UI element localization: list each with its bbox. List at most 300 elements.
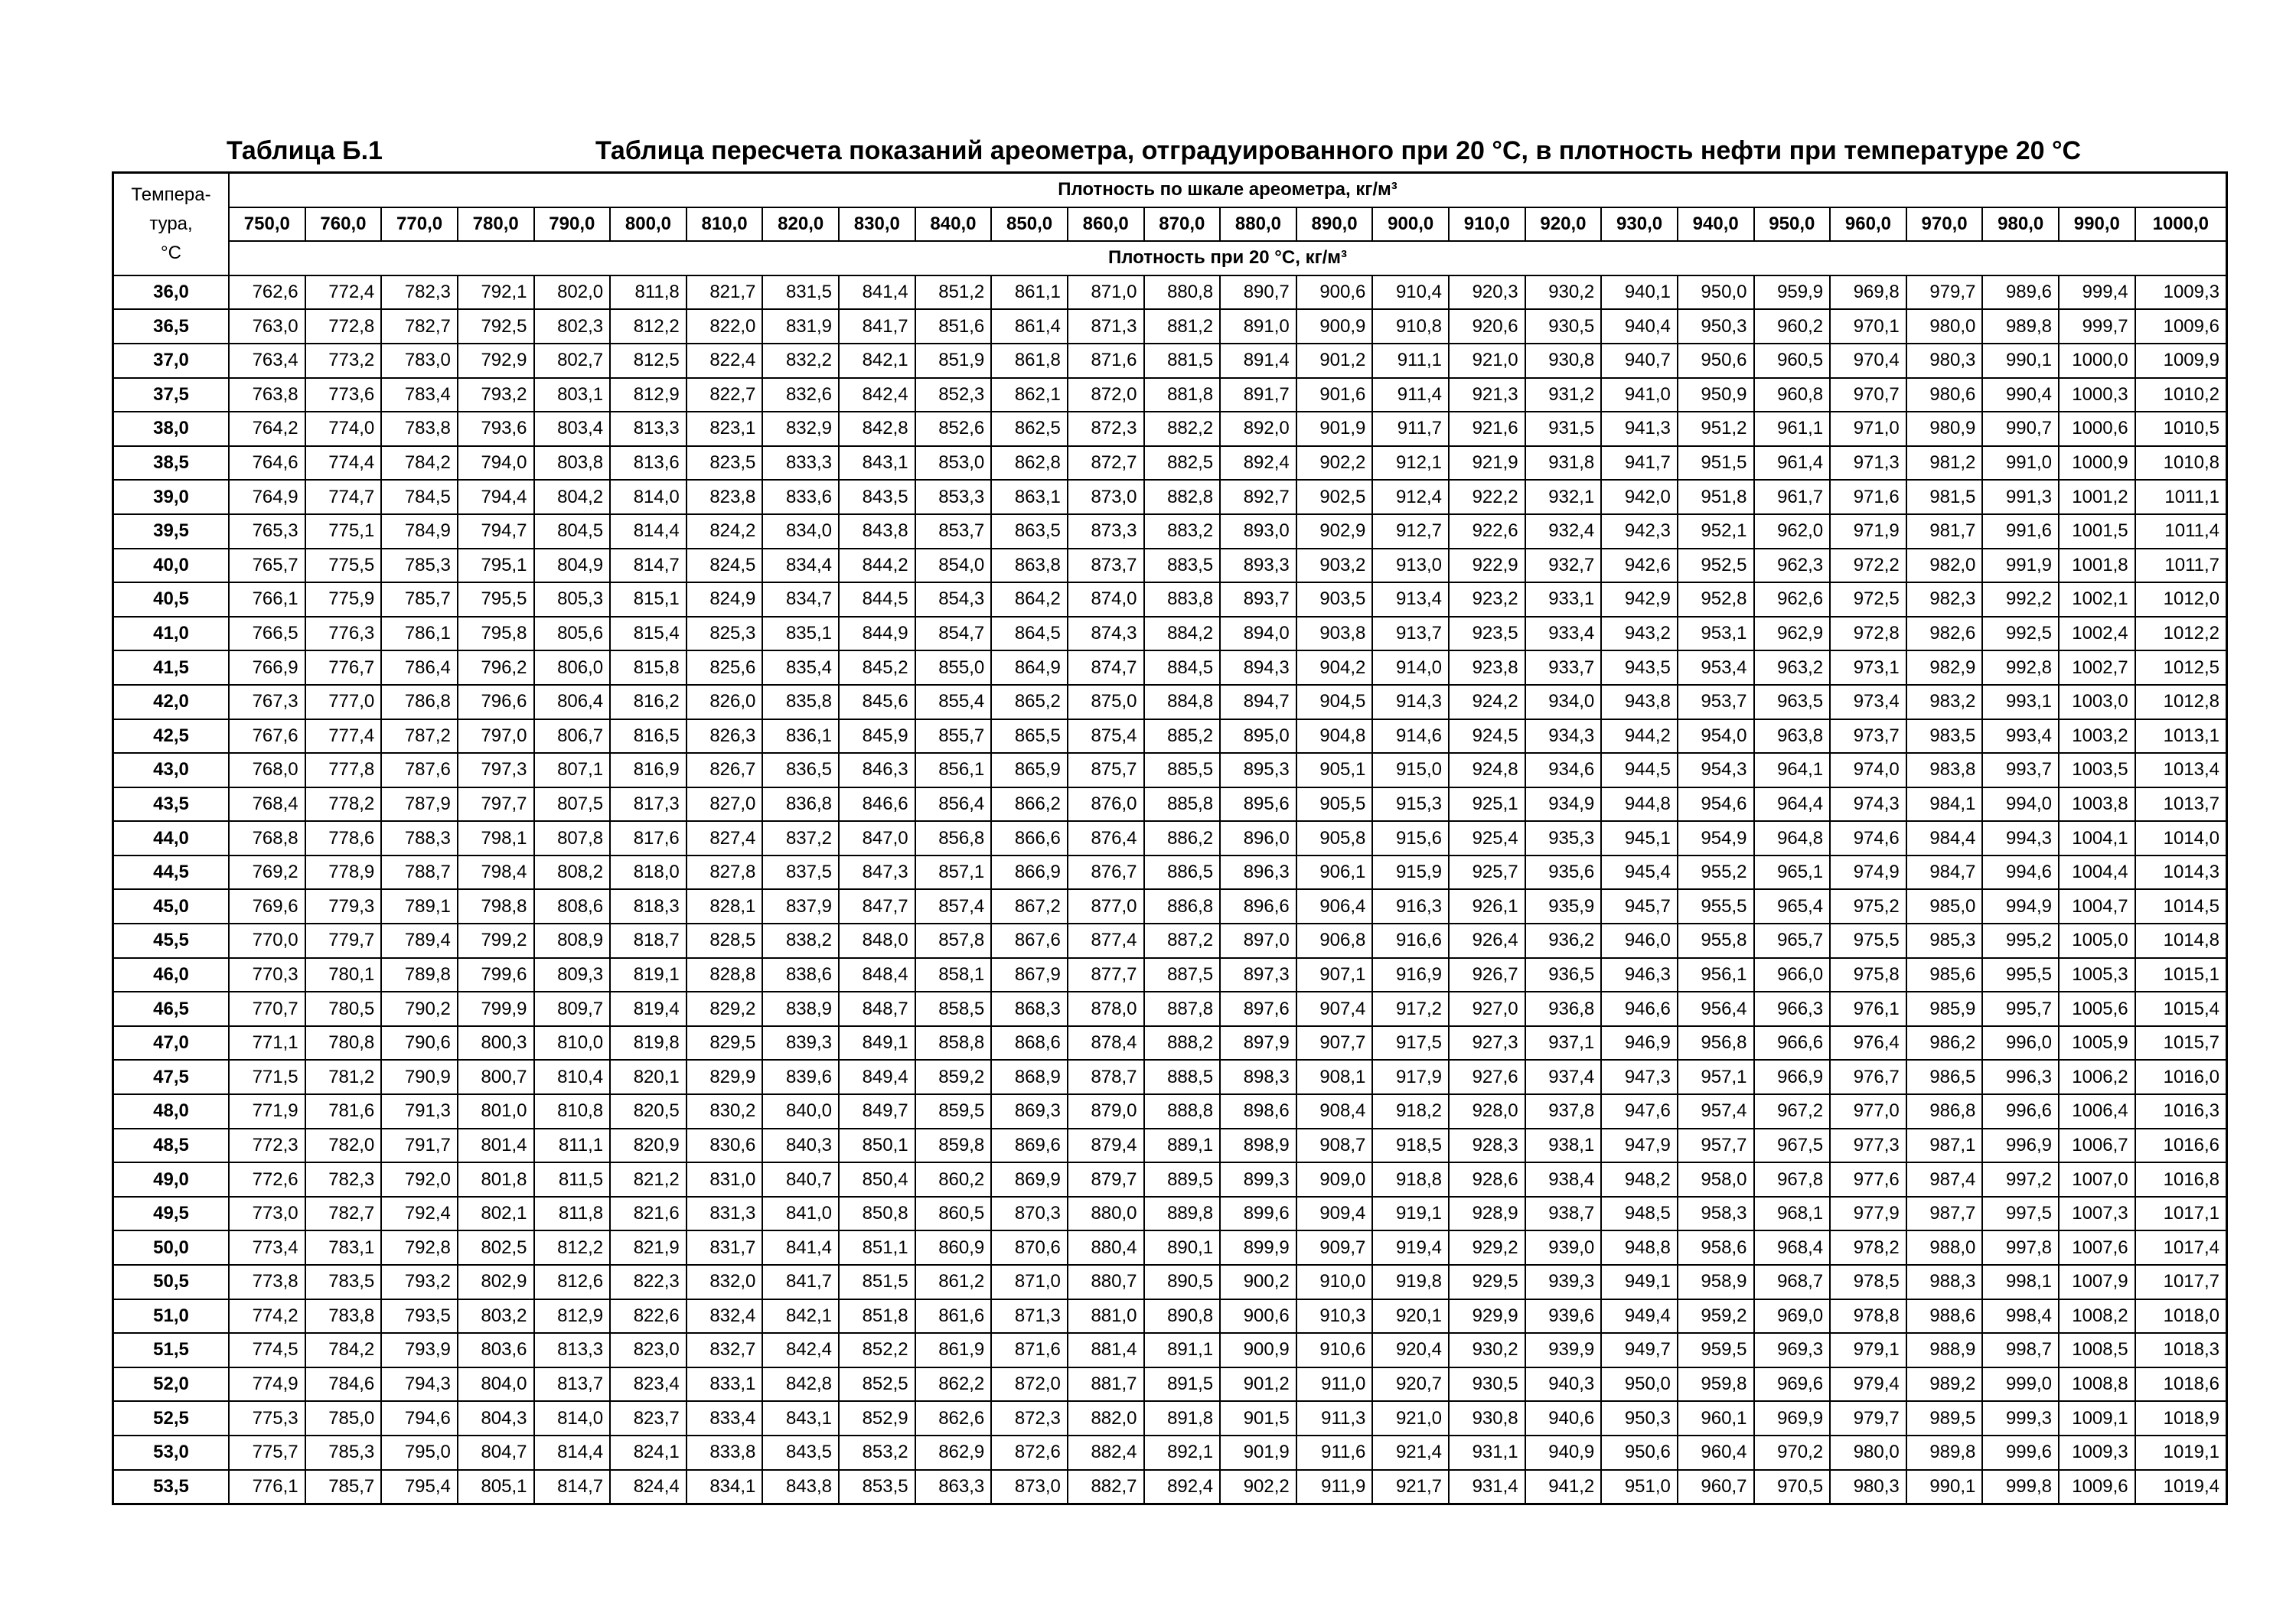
density-cell: 977,9 bbox=[1830, 1197, 1906, 1231]
density-cell: 837,5 bbox=[762, 855, 839, 890]
column-header: 980,0 bbox=[1982, 207, 2059, 242]
density-cell: 973,1 bbox=[1830, 650, 1906, 685]
density-cell: 832,7 bbox=[687, 1333, 763, 1367]
density-cell: 816,2 bbox=[610, 685, 687, 719]
density-cell: 879,4 bbox=[1068, 1129, 1144, 1163]
density-cell: 929,9 bbox=[1449, 1299, 1525, 1334]
density-cell: 969,3 bbox=[1754, 1333, 1831, 1367]
density-cell: 1004,7 bbox=[2059, 889, 2135, 924]
density-cell: 947,3 bbox=[1601, 1060, 1678, 1094]
density-cell: 862,9 bbox=[915, 1436, 992, 1470]
density-cell: 889,1 bbox=[1144, 1129, 1221, 1163]
table-row bbox=[113, 1333, 2227, 1367]
density-cell: 1017,1 bbox=[2135, 1197, 2227, 1231]
density-cell: 1000,9 bbox=[2059, 446, 2135, 481]
density-cell: 978,2 bbox=[1830, 1230, 1906, 1265]
density-cell: 987,1 bbox=[1906, 1129, 1983, 1163]
density-cell: 831,7 bbox=[687, 1230, 763, 1265]
density-cell: 818,7 bbox=[610, 924, 687, 958]
density-cell: 993,4 bbox=[1982, 719, 2059, 754]
temperature-header-line: °С bbox=[161, 242, 181, 263]
density-cell: 1015,1 bbox=[2135, 958, 2227, 992]
density-cell: 871,3 bbox=[991, 1299, 1068, 1334]
temperature-cell: 46,0 bbox=[113, 958, 230, 992]
density-cell: 900,9 bbox=[1220, 1333, 1296, 1367]
density-cell: 892,4 bbox=[1144, 1470, 1221, 1504]
density-cell: 822,3 bbox=[610, 1265, 687, 1299]
density-cell: 951,2 bbox=[1678, 412, 1754, 446]
density-cell: 833,4 bbox=[687, 1401, 763, 1436]
density-cell: 910,3 bbox=[1296, 1299, 1373, 1334]
density-cell: 957,1 bbox=[1678, 1060, 1754, 1094]
density-cell: 1003,5 bbox=[2059, 753, 2135, 787]
density-cell: 811,8 bbox=[610, 275, 687, 310]
density-cell: 782,7 bbox=[305, 1197, 382, 1231]
density-cell: 860,2 bbox=[915, 1162, 992, 1197]
density-cell: 961,7 bbox=[1754, 480, 1831, 514]
density-cell: 922,2 bbox=[1449, 480, 1525, 514]
temperature-cell: 37,0 bbox=[113, 344, 230, 378]
density-cell: 979,4 bbox=[1830, 1367, 1906, 1402]
density-cell: 938,4 bbox=[1525, 1162, 1602, 1197]
density-cell: 795,0 bbox=[381, 1436, 458, 1470]
density-cell: 943,8 bbox=[1601, 685, 1678, 719]
density-cell: 909,0 bbox=[1296, 1162, 1373, 1197]
density-cell: 791,7 bbox=[381, 1129, 458, 1163]
density-cell: 980,0 bbox=[1830, 1436, 1906, 1470]
density-cell: 1018,3 bbox=[2135, 1333, 2227, 1367]
density-cell: 962,0 bbox=[1754, 514, 1831, 549]
density-cell: 940,4 bbox=[1601, 309, 1678, 344]
density-cell: 804,7 bbox=[458, 1436, 534, 1470]
density-cell: 888,5 bbox=[1144, 1060, 1221, 1094]
density-cell: 863,1 bbox=[991, 480, 1068, 514]
density-cell: 1014,5 bbox=[2135, 889, 2227, 924]
density-cell: 983,2 bbox=[1906, 685, 1983, 719]
temperature-cell: 38,5 bbox=[113, 446, 230, 481]
density-cell: 806,0 bbox=[534, 650, 611, 685]
density-cell: 898,3 bbox=[1220, 1060, 1296, 1094]
density-cell: 963,8 bbox=[1754, 719, 1831, 754]
density-cell: 944,5 bbox=[1601, 753, 1678, 787]
density-cell: 861,9 bbox=[915, 1333, 992, 1367]
density-cell: 812,9 bbox=[610, 378, 687, 412]
density-cell: 942,0 bbox=[1601, 480, 1678, 514]
density-cell: 881,0 bbox=[1068, 1299, 1144, 1334]
column-header: 920,0 bbox=[1525, 207, 1602, 242]
density-cell: 777,8 bbox=[305, 753, 382, 787]
density-cell: 902,5 bbox=[1296, 480, 1373, 514]
temperature-cell: 53,0 bbox=[113, 1436, 230, 1470]
density-cell: 933,4 bbox=[1525, 617, 1602, 651]
temperature-cell: 36,0 bbox=[113, 275, 230, 310]
density-cell: 901,9 bbox=[1220, 1436, 1296, 1470]
density-cell: 955,8 bbox=[1678, 924, 1754, 958]
density-cell: 872,6 bbox=[991, 1436, 1068, 1470]
density-cell: 1007,9 bbox=[2059, 1265, 2135, 1299]
density-cell: 950,0 bbox=[1678, 275, 1754, 310]
density-cell: 978,8 bbox=[1830, 1299, 1906, 1334]
temperature-cell: 44,0 bbox=[113, 821, 230, 855]
density-cell: 863,5 bbox=[991, 514, 1068, 549]
density-cell: 873,7 bbox=[1068, 549, 1144, 583]
density-cell: 861,2 bbox=[915, 1265, 992, 1299]
density-cell: 970,4 bbox=[1830, 344, 1906, 378]
density-cell: 867,6 bbox=[991, 924, 1068, 958]
density-cell: 847,3 bbox=[839, 855, 915, 890]
density-cell: 991,3 bbox=[1982, 480, 2059, 514]
density-cell: 821,2 bbox=[610, 1162, 687, 1197]
density-cell: 970,2 bbox=[1754, 1436, 1831, 1470]
density-cell: 885,2 bbox=[1144, 719, 1221, 754]
density-cell: 919,4 bbox=[1372, 1230, 1449, 1265]
density-cell: 868,9 bbox=[991, 1060, 1068, 1094]
density-cell: 837,2 bbox=[762, 821, 839, 855]
density-cell: 985,9 bbox=[1906, 992, 1983, 1026]
density-cell: 882,8 bbox=[1144, 480, 1221, 514]
table-row bbox=[113, 821, 2227, 855]
density-cell: 905,8 bbox=[1296, 821, 1373, 855]
density-cell: 774,9 bbox=[229, 1367, 305, 1402]
density-cell: 993,1 bbox=[1982, 685, 2059, 719]
density-cell: 982,6 bbox=[1906, 617, 1983, 651]
density-cell: 861,4 bbox=[991, 309, 1068, 344]
density-cell: 899,6 bbox=[1220, 1197, 1296, 1231]
density-cell: 866,6 bbox=[991, 821, 1068, 855]
density-cell: 881,7 bbox=[1068, 1367, 1144, 1402]
density-cell: 855,4 bbox=[915, 685, 992, 719]
density-cell: 820,5 bbox=[610, 1094, 687, 1129]
density-cell: 1012,8 bbox=[2135, 685, 2227, 719]
density-cell: 947,9 bbox=[1601, 1129, 1678, 1163]
density-cell: 911,9 bbox=[1296, 1470, 1373, 1504]
density-cell: 814,4 bbox=[534, 1436, 611, 1470]
density-cell: 956,1 bbox=[1678, 958, 1754, 992]
density-cell: 773,8 bbox=[229, 1265, 305, 1299]
density-cell: 774,4 bbox=[305, 446, 382, 481]
density-cell: 960,7 bbox=[1678, 1470, 1754, 1504]
density-cell: 1004,4 bbox=[2059, 855, 2135, 890]
temperature-cell: 40,0 bbox=[113, 549, 230, 583]
density-cell: 999,6 bbox=[1982, 1436, 2059, 1470]
density-cell: 880,0 bbox=[1068, 1197, 1144, 1231]
density-cell: 772,4 bbox=[305, 275, 382, 310]
density-cell: 795,8 bbox=[458, 617, 534, 651]
density-cell: 798,4 bbox=[458, 855, 534, 890]
density-cell: 880,8 bbox=[1144, 275, 1221, 310]
density-cell: 891,1 bbox=[1144, 1333, 1221, 1367]
temperature-header-line: тура, bbox=[149, 213, 193, 234]
density-cell: 877,7 bbox=[1068, 958, 1144, 992]
density-cell: 982,3 bbox=[1906, 582, 1983, 617]
density-cell: 990,4 bbox=[1982, 378, 2059, 412]
density-cell: 778,2 bbox=[305, 787, 382, 822]
temperature-cell: 47,0 bbox=[113, 1026, 230, 1061]
density-cell: 809,7 bbox=[534, 992, 611, 1026]
density-cell: 783,0 bbox=[381, 344, 458, 378]
density-cell: 847,0 bbox=[839, 821, 915, 855]
density-cell: 873,0 bbox=[1068, 480, 1144, 514]
density-cell: 1017,4 bbox=[2135, 1230, 2227, 1265]
density-cell: 981,7 bbox=[1906, 514, 1983, 549]
density-cell: 931,4 bbox=[1449, 1470, 1525, 1504]
density-cell: 794,6 bbox=[381, 1401, 458, 1436]
density-cell: 1019,1 bbox=[2135, 1436, 2227, 1470]
density-cell: 822,0 bbox=[687, 309, 763, 344]
density-cell: 1011,4 bbox=[2135, 514, 2227, 549]
density-cell: 975,8 bbox=[1830, 958, 1906, 992]
density-cell: 1009,6 bbox=[2135, 309, 2227, 344]
density-cell: 768,4 bbox=[229, 787, 305, 822]
density-cell: 933,1 bbox=[1525, 582, 1602, 617]
density-cell: 792,5 bbox=[458, 309, 534, 344]
density-cell: 802,7 bbox=[534, 344, 611, 378]
density-cell: 764,6 bbox=[229, 446, 305, 481]
density-cell: 925,7 bbox=[1449, 855, 1525, 890]
density-cell: 910,8 bbox=[1372, 309, 1449, 344]
density-cell: 932,4 bbox=[1525, 514, 1602, 549]
density-cell: 855,0 bbox=[915, 650, 992, 685]
density-cell: 962,3 bbox=[1754, 549, 1831, 583]
density-cell: 766,1 bbox=[229, 582, 305, 617]
density-cell: 792,1 bbox=[458, 275, 534, 310]
density-cell: 998,1 bbox=[1982, 1265, 2059, 1299]
table-row bbox=[113, 1094, 2227, 1129]
density-cell: 782,3 bbox=[381, 275, 458, 310]
density-cell: 998,7 bbox=[1982, 1333, 2059, 1367]
density-cell: 876,4 bbox=[1068, 821, 1144, 855]
density-cell: 872,3 bbox=[1068, 412, 1144, 446]
density-cell: 853,7 bbox=[915, 514, 992, 549]
table-row bbox=[113, 1265, 2227, 1299]
density-cell: 852,6 bbox=[915, 412, 992, 446]
density-cell: 864,2 bbox=[991, 582, 1068, 617]
density-cell: 994,0 bbox=[1982, 787, 2059, 822]
density-cell: 863,3 bbox=[915, 1470, 992, 1504]
density-cell: 800,3 bbox=[458, 1026, 534, 1061]
column-header: 780,0 bbox=[458, 207, 534, 242]
density-cell: 1008,5 bbox=[2059, 1333, 2135, 1367]
density-cell: 884,5 bbox=[1144, 650, 1221, 685]
density-cell: 881,5 bbox=[1144, 344, 1221, 378]
table-row bbox=[113, 514, 2227, 549]
density-cell: 915,6 bbox=[1372, 821, 1449, 855]
density-cell: 997,5 bbox=[1982, 1197, 2059, 1231]
density-cell: 829,9 bbox=[687, 1060, 763, 1094]
density-cell: 939,3 bbox=[1525, 1265, 1602, 1299]
density-cell: 908,4 bbox=[1296, 1094, 1373, 1129]
density-cell: 915,3 bbox=[1372, 787, 1449, 822]
density-cell: 985,3 bbox=[1906, 924, 1983, 958]
density-cell: 821,7 bbox=[687, 275, 763, 310]
density-cell: 1002,1 bbox=[2059, 582, 2135, 617]
table-number: Таблица Б.1 bbox=[227, 136, 383, 165]
density-cell: 999,8 bbox=[1982, 1470, 2059, 1504]
table-row bbox=[113, 1470, 2227, 1504]
density-cell: 983,8 bbox=[1906, 753, 1983, 787]
density-cell: 881,8 bbox=[1144, 378, 1221, 412]
density-cell: 853,0 bbox=[915, 446, 992, 481]
density-cell: 1004,1 bbox=[2059, 821, 2135, 855]
temperature-cell: 42,0 bbox=[113, 685, 230, 719]
density-cell: 823,4 bbox=[610, 1367, 687, 1402]
density-cell: 852,2 bbox=[839, 1333, 915, 1367]
density-cell: 763,0 bbox=[229, 309, 305, 344]
density-cell: 843,1 bbox=[839, 446, 915, 481]
density-cell: 941,3 bbox=[1601, 412, 1678, 446]
density-cell: 904,5 bbox=[1296, 685, 1373, 719]
density-cell: 960,5 bbox=[1754, 344, 1831, 378]
density-cell: 974,3 bbox=[1830, 787, 1906, 822]
density-cell: 915,9 bbox=[1372, 855, 1449, 890]
density-cell: 1000,0 bbox=[2059, 344, 2135, 378]
density-cell: 821,9 bbox=[610, 1230, 687, 1265]
temperature-cell: 41,0 bbox=[113, 617, 230, 651]
density-cell: 925,1 bbox=[1449, 787, 1525, 822]
density-cell: 1010,2 bbox=[2135, 378, 2227, 412]
density-cell: 901,2 bbox=[1220, 1367, 1296, 1402]
temperature-cell: 49,0 bbox=[113, 1162, 230, 1197]
temperature-cell: 48,5 bbox=[113, 1129, 230, 1163]
density-cell: 850,1 bbox=[839, 1129, 915, 1163]
density-cell: 891,8 bbox=[1144, 1401, 1221, 1436]
density-cell: 958,9 bbox=[1678, 1265, 1754, 1299]
density-cell: 814,0 bbox=[534, 1401, 611, 1436]
density-cell: 1009,1 bbox=[2059, 1401, 2135, 1436]
density-cell: 912,4 bbox=[1372, 480, 1449, 514]
density-cell: 868,6 bbox=[991, 1026, 1068, 1061]
density-cell: 832,6 bbox=[762, 378, 839, 412]
density-cell: 920,6 bbox=[1449, 309, 1525, 344]
density-cell: 871,6 bbox=[991, 1333, 1068, 1367]
density-cell: 880,4 bbox=[1068, 1230, 1144, 1265]
density-cell: 766,5 bbox=[229, 617, 305, 651]
table-row bbox=[113, 1436, 2227, 1470]
density-cell: 811,8 bbox=[534, 1197, 611, 1231]
density-cell: 932,7 bbox=[1525, 549, 1602, 583]
density-cell: 1005,6 bbox=[2059, 992, 2135, 1026]
density-cell: 948,2 bbox=[1601, 1162, 1678, 1197]
density-cell: 976,1 bbox=[1830, 992, 1906, 1026]
density-cell: 864,5 bbox=[991, 617, 1068, 651]
density-cell: 854,7 bbox=[915, 617, 992, 651]
density-cell: 928,6 bbox=[1449, 1162, 1525, 1197]
density-cell: 804,3 bbox=[458, 1401, 534, 1436]
density-cell: 913,0 bbox=[1372, 549, 1449, 583]
density-cell: 971,0 bbox=[1830, 412, 1906, 446]
density-cell: 987,7 bbox=[1906, 1197, 1983, 1231]
density-cell: 784,2 bbox=[381, 446, 458, 481]
density-cell: 855,7 bbox=[915, 719, 992, 754]
density-cell: 996,0 bbox=[1982, 1026, 2059, 1061]
density-cell: 918,5 bbox=[1372, 1129, 1449, 1163]
density-cell: 1011,7 bbox=[2135, 549, 2227, 583]
density-cell: 951,5 bbox=[1678, 446, 1754, 481]
table-row bbox=[113, 1401, 2227, 1436]
column-header: 820,0 bbox=[762, 207, 839, 242]
density-cell: 939,6 bbox=[1525, 1299, 1602, 1334]
density-cell: 906,1 bbox=[1296, 855, 1373, 890]
temperature-cell: 45,5 bbox=[113, 924, 230, 958]
density-cell: 1009,6 bbox=[2059, 1470, 2135, 1504]
density-cell: 801,8 bbox=[458, 1162, 534, 1197]
density-cell: 1016,0 bbox=[2135, 1060, 2227, 1094]
density-cell: 970,5 bbox=[1754, 1470, 1831, 1504]
density-cell: 835,4 bbox=[762, 650, 839, 685]
density-cell: 881,2 bbox=[1144, 309, 1221, 344]
density-cell: 882,4 bbox=[1068, 1436, 1144, 1470]
density-cell: 854,3 bbox=[915, 582, 992, 617]
density-cell: 850,8 bbox=[839, 1197, 915, 1231]
density-cell: 828,1 bbox=[687, 889, 763, 924]
density-cell: 936,8 bbox=[1525, 992, 1602, 1026]
density-cell: 877,0 bbox=[1068, 889, 1144, 924]
density-cell: 774,5 bbox=[229, 1333, 305, 1367]
density-cell: 866,9 bbox=[991, 855, 1068, 890]
density-cell: 992,5 bbox=[1982, 617, 2059, 651]
density-cell: 949,4 bbox=[1601, 1299, 1678, 1334]
density-cell: 832,4 bbox=[687, 1299, 763, 1334]
density-cell: 977,6 bbox=[1830, 1162, 1906, 1197]
density-cell: 850,4 bbox=[839, 1162, 915, 1197]
density-cell: 989,2 bbox=[1906, 1367, 1983, 1402]
density-cell: 942,9 bbox=[1601, 582, 1678, 617]
column-header: 970,0 bbox=[1906, 207, 1983, 242]
density-cell: 968,1 bbox=[1754, 1197, 1831, 1231]
column-header: 850,0 bbox=[991, 207, 1068, 242]
density-cell: 823,0 bbox=[610, 1333, 687, 1367]
density-cell: 947,6 bbox=[1601, 1094, 1678, 1129]
temperature-cell: 53,5 bbox=[113, 1470, 230, 1504]
density-cell: 926,1 bbox=[1449, 889, 1525, 924]
density-cell: 984,4 bbox=[1906, 821, 1983, 855]
density-cell: 969,0 bbox=[1754, 1299, 1831, 1334]
density-cell: 852,3 bbox=[915, 378, 992, 412]
density-cell: 785,7 bbox=[381, 582, 458, 617]
density-cell: 921,0 bbox=[1372, 1401, 1449, 1436]
density-cell: 910,6 bbox=[1296, 1333, 1373, 1367]
density-cell: 991,6 bbox=[1982, 514, 2059, 549]
density-cell: 771,5 bbox=[229, 1060, 305, 1094]
density-cell: 914,0 bbox=[1372, 650, 1449, 685]
density-cell: 856,4 bbox=[915, 787, 992, 822]
density-cell: 890,8 bbox=[1144, 1299, 1221, 1334]
density-cell: 889,8 bbox=[1144, 1197, 1221, 1231]
density-cell: 955,2 bbox=[1678, 855, 1754, 890]
density-cell: 834,0 bbox=[762, 514, 839, 549]
density-cell: 883,2 bbox=[1144, 514, 1221, 549]
density-cell: 820,9 bbox=[610, 1129, 687, 1163]
density-cell: 814,0 bbox=[610, 480, 687, 514]
density-cell: 997,2 bbox=[1982, 1162, 2059, 1197]
table-row bbox=[113, 1367, 2227, 1402]
density-cell: 836,5 bbox=[762, 753, 839, 787]
density-cell: 862,1 bbox=[991, 378, 1068, 412]
density-cell: 981,2 bbox=[1906, 446, 1983, 481]
density-cell: 784,2 bbox=[305, 1333, 382, 1367]
density-cell: 876,7 bbox=[1068, 855, 1144, 890]
density-cell: 883,8 bbox=[1144, 582, 1221, 617]
density-cell: 960,4 bbox=[1678, 1436, 1754, 1470]
density-cell: 938,7 bbox=[1525, 1197, 1602, 1231]
density-cell: 991,9 bbox=[1982, 549, 2059, 583]
density-cell: 924,2 bbox=[1449, 685, 1525, 719]
density-cell: 865,5 bbox=[991, 719, 1068, 754]
density-cell: 810,4 bbox=[534, 1060, 611, 1094]
density-cell: 816,5 bbox=[610, 719, 687, 754]
density-cell: 887,2 bbox=[1144, 924, 1221, 958]
density-cell: 985,0 bbox=[1906, 889, 1983, 924]
